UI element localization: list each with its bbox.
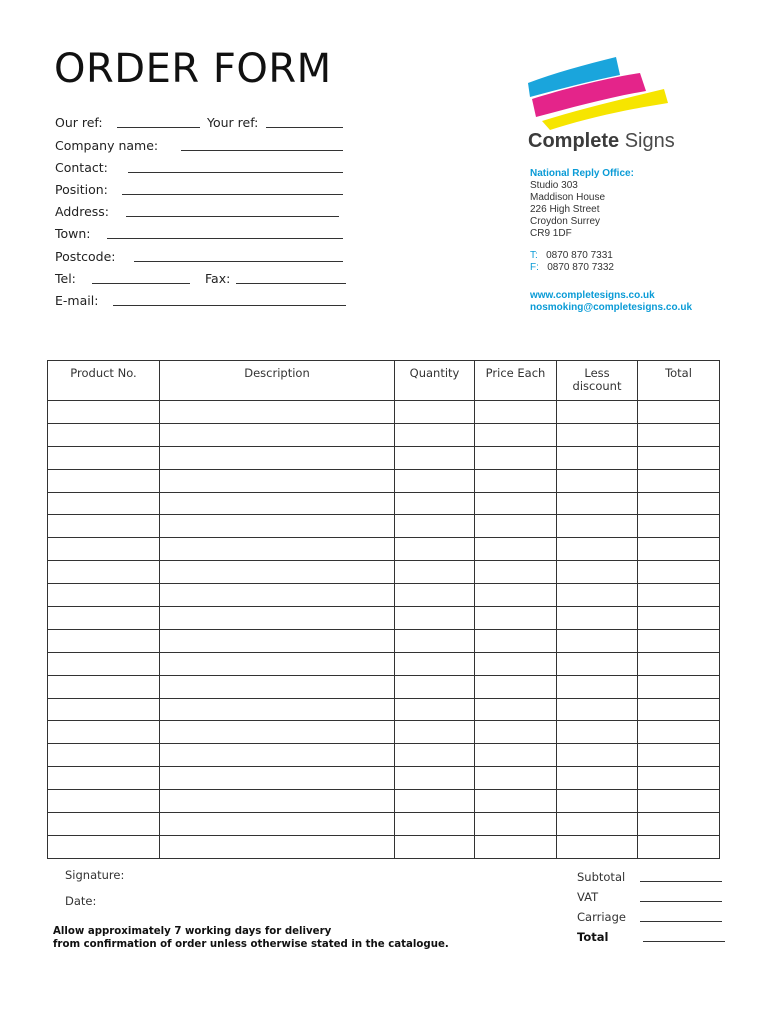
table-cell[interactable]: [557, 561, 638, 584]
office-fax-number: 0870 870 7332: [547, 262, 614, 273]
position-line[interactable]: [122, 194, 343, 195]
table-row: [48, 767, 720, 790]
table-cell[interactable]: [557, 607, 638, 630]
table-cell[interactable]: [160, 629, 395, 652]
table-cell[interactable]: [160, 584, 395, 607]
table-cell[interactable]: [557, 790, 638, 813]
office-address-line: 226 High Street: [530, 204, 600, 215]
table-cell[interactable]: [395, 515, 475, 538]
email-line[interactable]: [113, 305, 346, 306]
table-cell[interactable]: [475, 469, 557, 492]
our-ref-label: Our ref:: [55, 115, 103, 130]
table-cell[interactable]: [395, 767, 475, 790]
col-header-total: Total: [638, 361, 720, 401]
table-cell[interactable]: [160, 607, 395, 630]
col-header-less-discount: [557, 361, 638, 401]
table-row: [48, 492, 720, 515]
table-cell[interactable]: [475, 790, 557, 813]
col-header-price-each: Price Each: [475, 361, 557, 401]
email-label: E-mail:: [55, 293, 99, 308]
table-cell[interactable]: [475, 813, 557, 836]
table-cell[interactable]: [557, 675, 638, 698]
complete-signs-logo: [524, 55, 674, 130]
table-cell[interactable]: [638, 835, 720, 858]
table-cell[interactable]: [557, 813, 638, 836]
table-cell[interactable]: [395, 744, 475, 767]
fax-line[interactable]: [236, 283, 346, 284]
table-cell[interactable]: [557, 698, 638, 721]
table-cell[interactable]: [638, 698, 720, 721]
your-ref-line[interactable]: [266, 127, 343, 128]
table-cell[interactable]: [557, 629, 638, 652]
table-cell[interactable]: [638, 629, 720, 652]
table-cell[interactable]: [395, 538, 475, 561]
table-cell[interactable]: [638, 584, 720, 607]
discount-label: discount: [572, 379, 622, 393]
table-row: [48, 561, 720, 584]
table-cell[interactable]: [48, 721, 160, 744]
table-cell[interactable]: [160, 767, 395, 790]
table-cell[interactable]: [557, 835, 638, 858]
address-label: Address:: [55, 204, 109, 219]
table-cell[interactable]: [48, 401, 160, 424]
table-cell[interactable]: [638, 721, 720, 744]
table-cell[interactable]: [160, 744, 395, 767]
table-cell[interactable]: [638, 446, 720, 469]
less-label: Less: [584, 366, 610, 380]
table-cell[interactable]: [160, 698, 395, 721]
table-cell[interactable]: [395, 561, 475, 584]
table-cell[interactable]: [638, 492, 720, 515]
table-row: [48, 584, 720, 607]
table-cell[interactable]: [395, 492, 475, 515]
table-row: [48, 607, 720, 630]
tel-line[interactable]: [92, 283, 190, 284]
table-cell[interactable]: [475, 835, 557, 858]
table-cell[interactable]: [557, 515, 638, 538]
table-cell[interactable]: [48, 423, 160, 446]
order-table: [47, 360, 720, 859]
table-cell[interactable]: [395, 698, 475, 721]
table-cell[interactable]: [475, 698, 557, 721]
our-ref-line[interactable]: [117, 127, 200, 128]
town-label: Town:: [55, 226, 91, 241]
table-cell[interactable]: [475, 629, 557, 652]
table-cell[interactable]: [395, 446, 475, 469]
office-details: [530, 168, 634, 274]
table-cell[interactable]: [475, 561, 557, 584]
table-cell[interactable]: [160, 835, 395, 858]
total-line[interactable]: [643, 941, 725, 942]
office-address-line: Studio 303: [530, 180, 578, 191]
table-cell[interactable]: [48, 515, 160, 538]
table-cell[interactable]: [395, 423, 475, 446]
table-cell[interactable]: [638, 767, 720, 790]
table-cell[interactable]: [557, 423, 638, 446]
table-cell[interactable]: [475, 584, 557, 607]
fax-label: Fax:: [205, 271, 231, 286]
office-tel-number: 0870 870 7331: [546, 250, 613, 261]
table-cell[interactable]: [48, 790, 160, 813]
table-cell[interactable]: [475, 538, 557, 561]
table-cell[interactable]: [395, 469, 475, 492]
office-tel: [530, 250, 634, 262]
table-cell[interactable]: [475, 423, 557, 446]
office-address-line: Maddison House: [530, 192, 606, 203]
contact-label: Contact:: [55, 160, 108, 175]
table-cell[interactable]: [48, 744, 160, 767]
table-cell[interactable]: [160, 423, 395, 446]
table-row: [48, 652, 720, 675]
table-row: [48, 675, 720, 698]
carriage-label: Carriage: [577, 910, 626, 924]
address-line[interactable]: [126, 216, 339, 217]
company-name-label: Company name:: [55, 138, 159, 153]
table-cell[interactable]: [638, 813, 720, 836]
table-cell[interactable]: [48, 767, 160, 790]
table-cell[interactable]: [395, 607, 475, 630]
table-cell[interactable]: [475, 721, 557, 744]
your-ref-label: Your ref:: [207, 115, 259, 130]
table-cell[interactable]: [48, 629, 160, 652]
table-cell[interactable]: [638, 744, 720, 767]
table-cell[interactable]: [395, 790, 475, 813]
table-cell[interactable]: [160, 790, 395, 813]
email-link[interactable]: nosmoking@completesigns.co.uk: [530, 302, 693, 313]
carriage-line[interactable]: [640, 921, 722, 922]
col-header-product-no: Product No.: [48, 361, 160, 401]
office-fax-label: F:: [530, 262, 539, 273]
brand-light: Signs: [624, 130, 675, 152]
office-address-line: CR9 1DF: [530, 228, 572, 239]
table-row: [48, 813, 720, 836]
table-row: [48, 538, 720, 561]
delivery-note-line: Allow approximately 7 working days for delivery: [53, 926, 332, 937]
table-cell[interactable]: [638, 401, 720, 424]
table-cell[interactable]: [160, 469, 395, 492]
delivery-note-line: from confirmation of order unless otherwise stated in the catalogue.: [53, 939, 449, 950]
table-cell[interactable]: [160, 515, 395, 538]
table-row: [48, 423, 720, 446]
postcode-line[interactable]: [134, 261, 343, 262]
table-cell[interactable]: [557, 744, 638, 767]
col-header-description: Description: [160, 361, 395, 401]
table-cell[interactable]: [638, 790, 720, 813]
table-row: [48, 790, 720, 813]
table-cell[interactable]: [557, 469, 638, 492]
table-row: [48, 446, 720, 469]
table-cell[interactable]: [48, 446, 160, 469]
table-cell[interactable]: [48, 492, 160, 515]
table-cell[interactable]: [475, 744, 557, 767]
company-name-line[interactable]: [181, 150, 343, 151]
delivery-note: [53, 925, 449, 951]
subtotal-line[interactable]: [640, 881, 722, 882]
table-cell[interactable]: [638, 515, 720, 538]
table-cell[interactable]: [475, 492, 557, 515]
table-cell[interactable]: [395, 675, 475, 698]
contact-line[interactable]: [128, 172, 343, 173]
total-label: Total: [577, 930, 609, 944]
table-cell[interactable]: [638, 469, 720, 492]
table-cell[interactable]: [475, 515, 557, 538]
table-cell[interactable]: [638, 652, 720, 675]
town-line[interactable]: [107, 238, 343, 239]
table-cell[interactable]: [638, 675, 720, 698]
tel-label: Tel:: [55, 271, 76, 286]
table-header-row: [48, 361, 720, 401]
table-row: [48, 401, 720, 424]
web-contacts: [530, 290, 692, 314]
col-header-quantity: Quantity: [395, 361, 475, 401]
table-cell[interactable]: [638, 561, 720, 584]
table-cell[interactable]: [160, 401, 395, 424]
office-heading: National Reply Office:: [530, 168, 634, 179]
table-row: [48, 698, 720, 721]
table-cell[interactable]: [638, 607, 720, 630]
vat-label: VAT: [577, 890, 599, 904]
table-cell[interactable]: [395, 652, 475, 675]
table-cell[interactable]: [160, 538, 395, 561]
table-cell[interactable]: [48, 675, 160, 698]
table-cell[interactable]: [638, 538, 720, 561]
table-row: [48, 835, 720, 858]
table-cell[interactable]: [395, 401, 475, 424]
signature-label: Signature:: [65, 868, 125, 882]
vat-line[interactable]: [640, 901, 722, 902]
table-cell[interactable]: [475, 401, 557, 424]
table-cell[interactable]: [557, 492, 638, 515]
table-cell[interactable]: [48, 835, 160, 858]
table-cell[interactable]: [48, 584, 160, 607]
table-cell[interactable]: [557, 652, 638, 675]
table-cell[interactable]: [48, 698, 160, 721]
table-cell[interactable]: [395, 813, 475, 836]
table-cell[interactable]: [48, 561, 160, 584]
table-cell[interactable]: [557, 721, 638, 744]
table-row: [48, 469, 720, 492]
brand-name: [528, 130, 675, 153]
website-link[interactable]: www.completesigns.co.uk: [530, 290, 655, 301]
table-cell[interactable]: [48, 538, 160, 561]
table-cell[interactable]: [475, 675, 557, 698]
table-cell[interactable]: [160, 652, 395, 675]
office-fax: [530, 262, 634, 274]
table-row: [48, 744, 720, 767]
table-cell[interactable]: [48, 607, 160, 630]
postcode-label: Postcode:: [55, 249, 116, 264]
table-cell[interactable]: [48, 469, 160, 492]
table-cell[interactable]: [557, 538, 638, 561]
subtotal-label: Subtotal: [577, 870, 626, 884]
table-cell[interactable]: [638, 423, 720, 446]
office-tel-label: T:: [530, 250, 538, 261]
table-cell[interactable]: [395, 584, 475, 607]
table-cell[interactable]: [48, 813, 160, 836]
table-cell[interactable]: [160, 446, 395, 469]
table-cell[interactable]: [557, 401, 638, 424]
table-cell[interactable]: [48, 652, 160, 675]
table-cell[interactable]: [395, 835, 475, 858]
table-cell[interactable]: [160, 813, 395, 836]
table-cell[interactable]: [557, 767, 638, 790]
office-address-line: Croydon Surrey: [530, 216, 601, 227]
table-cell[interactable]: [557, 584, 638, 607]
table-row: [48, 629, 720, 652]
table-row: [48, 721, 720, 744]
table-cell[interactable]: [475, 767, 557, 790]
table-cell[interactable]: [160, 675, 395, 698]
table-cell[interactable]: [395, 721, 475, 744]
table-cell[interactable]: [395, 629, 475, 652]
page-title: ORDER FORM: [54, 46, 332, 92]
table-cell[interactable]: [160, 721, 395, 744]
table-row: [48, 515, 720, 538]
table-cell[interactable]: [557, 446, 638, 469]
order-table-body: [48, 401, 720, 859]
brand-bold: Complete: [528, 130, 620, 152]
table-cell[interactable]: [475, 607, 557, 630]
table-cell[interactable]: [475, 446, 557, 469]
table-cell[interactable]: [160, 561, 395, 584]
table-cell[interactable]: [160, 492, 395, 515]
position-label: Position:: [55, 182, 108, 197]
date-label: Date:: [65, 894, 97, 908]
table-cell[interactable]: [475, 652, 557, 675]
